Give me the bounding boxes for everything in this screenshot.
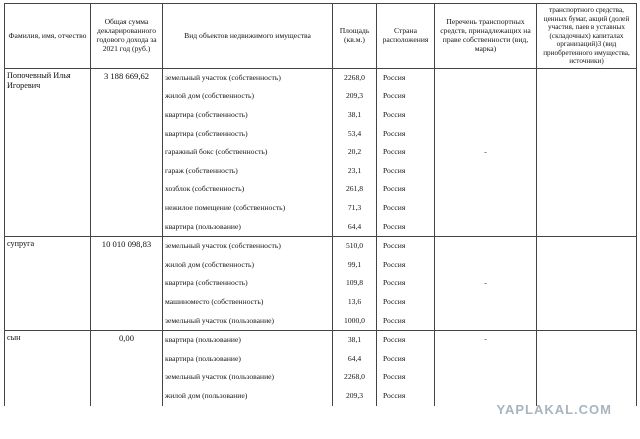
property-type: квартира (пользование) bbox=[163, 218, 333, 237]
property-country: Россия bbox=[377, 162, 435, 181]
property-area: 20,2 bbox=[333, 143, 377, 162]
property-type: нежилое помещение (собственность) bbox=[163, 199, 333, 218]
property-country: Россия bbox=[377, 143, 435, 162]
property-country: Россия bbox=[377, 256, 435, 275]
property-country: Россия bbox=[377, 312, 435, 331]
person-sources bbox=[537, 237, 637, 331]
header-country: Страна расположения bbox=[377, 4, 435, 69]
property-type: хозблок (собственность) bbox=[163, 181, 333, 200]
watermark-logo: YAPLAKAL.COM bbox=[496, 402, 612, 417]
property-type: машиноместо (собственность) bbox=[163, 293, 333, 312]
property-type: земельный участок (собственность) bbox=[163, 237, 333, 256]
header-income: Общая сумма декларированного годового дохода за 2021 год (руб.) bbox=[91, 4, 163, 69]
person-name: супруга bbox=[5, 237, 91, 331]
property-type: жилой дом (собственность) bbox=[163, 88, 333, 107]
property-country: Россия bbox=[377, 293, 435, 312]
property-type: земельный участок (собственность) bbox=[163, 69, 333, 88]
property-type: жилой дом (собственность) bbox=[163, 256, 333, 275]
property-area: 38,1 bbox=[333, 106, 377, 125]
property-type: квартира (собственность) bbox=[163, 125, 333, 144]
property-country: Россия bbox=[377, 106, 435, 125]
person-sources bbox=[537, 331, 637, 406]
property-type: жилой дом (пользование) bbox=[163, 387, 333, 406]
property-area: 1000,0 bbox=[333, 312, 377, 331]
person-vehicles: - bbox=[435, 237, 537, 331]
property-area: 13,6 bbox=[333, 293, 377, 312]
header-property: Вид объектов недвижимого имущества bbox=[163, 4, 333, 69]
table-row bbox=[5, 331, 637, 350]
property-area: 71,3 bbox=[333, 199, 377, 218]
property-area: 209,3 bbox=[333, 88, 377, 107]
property-country: Россия bbox=[377, 125, 435, 144]
property-area: 64,4 bbox=[333, 218, 377, 237]
property-type: гараж (собственность) bbox=[163, 162, 333, 181]
property-type: квартира (пользование) bbox=[163, 350, 333, 369]
property-country: Россия bbox=[377, 275, 435, 294]
person-vehicles: - bbox=[435, 331, 537, 406]
property-type: земельный участок (пользование) bbox=[163, 312, 333, 331]
property-country: Россия bbox=[377, 350, 435, 369]
property-country: Россия bbox=[377, 331, 435, 350]
property-country: Россия bbox=[377, 69, 435, 88]
property-type: гаражный бокс (собственность) bbox=[163, 143, 333, 162]
property-type: квартира (собственность) bbox=[163, 106, 333, 125]
table-row bbox=[5, 69, 637, 88]
property-country: Россия bbox=[377, 387, 435, 406]
property-type: земельный участок (пользование) bbox=[163, 369, 333, 388]
property-country: Россия bbox=[377, 237, 435, 256]
property-area: 109,8 bbox=[333, 275, 377, 294]
header-row bbox=[5, 4, 637, 69]
person-income: 10 010 098,83 bbox=[91, 237, 163, 331]
property-area: 23,1 bbox=[333, 162, 377, 181]
property-type: квартира (собственность) bbox=[163, 275, 333, 294]
person-sources bbox=[537, 69, 637, 237]
property-area: 64,4 bbox=[333, 350, 377, 369]
property-country: Россия bbox=[377, 88, 435, 107]
property-area: 261,8 bbox=[333, 181, 377, 200]
header-vehicles: Перечень транспортных средств, принадлежащих на праве собственности (вид, марка) bbox=[435, 4, 537, 69]
header-name: Фамилия, имя, отчество bbox=[5, 4, 91, 69]
property-country: Россия bbox=[377, 181, 435, 200]
person-name: сын bbox=[5, 331, 91, 406]
property-area: 53,4 bbox=[333, 125, 377, 144]
person-income: 3 188 669,62 bbox=[91, 69, 163, 237]
header-sources: транспортного средства, ценных бумаг, акций (долей участия, паев в уставных (складочных) капиталах организаций)3 (вид приобретенного имущества, источники) bbox=[537, 4, 637, 69]
bottom-fade bbox=[0, 429, 640, 439]
property-area: 99,1 bbox=[333, 256, 377, 275]
property-country: Россия bbox=[377, 369, 435, 388]
person-name: Попочевный Илья Игоревич bbox=[5, 69, 91, 237]
person-vehicles: - bbox=[435, 69, 537, 237]
income-declaration-table bbox=[4, 3, 637, 406]
table-row bbox=[5, 237, 637, 256]
property-area: 38,1 bbox=[333, 331, 377, 350]
property-area: 2268,0 bbox=[333, 369, 377, 388]
person-income: 0,00 bbox=[91, 331, 163, 406]
table-body bbox=[5, 69, 637, 406]
header-area: Площадь (кв.м.) bbox=[333, 4, 377, 69]
property-area: 510,0 bbox=[333, 237, 377, 256]
property-country: Россия bbox=[377, 218, 435, 237]
property-area: 209,3 bbox=[333, 387, 377, 406]
property-country: Россия bbox=[377, 199, 435, 218]
property-type: квартира (пользование) bbox=[163, 331, 333, 350]
property-area: 2268,0 bbox=[333, 69, 377, 88]
